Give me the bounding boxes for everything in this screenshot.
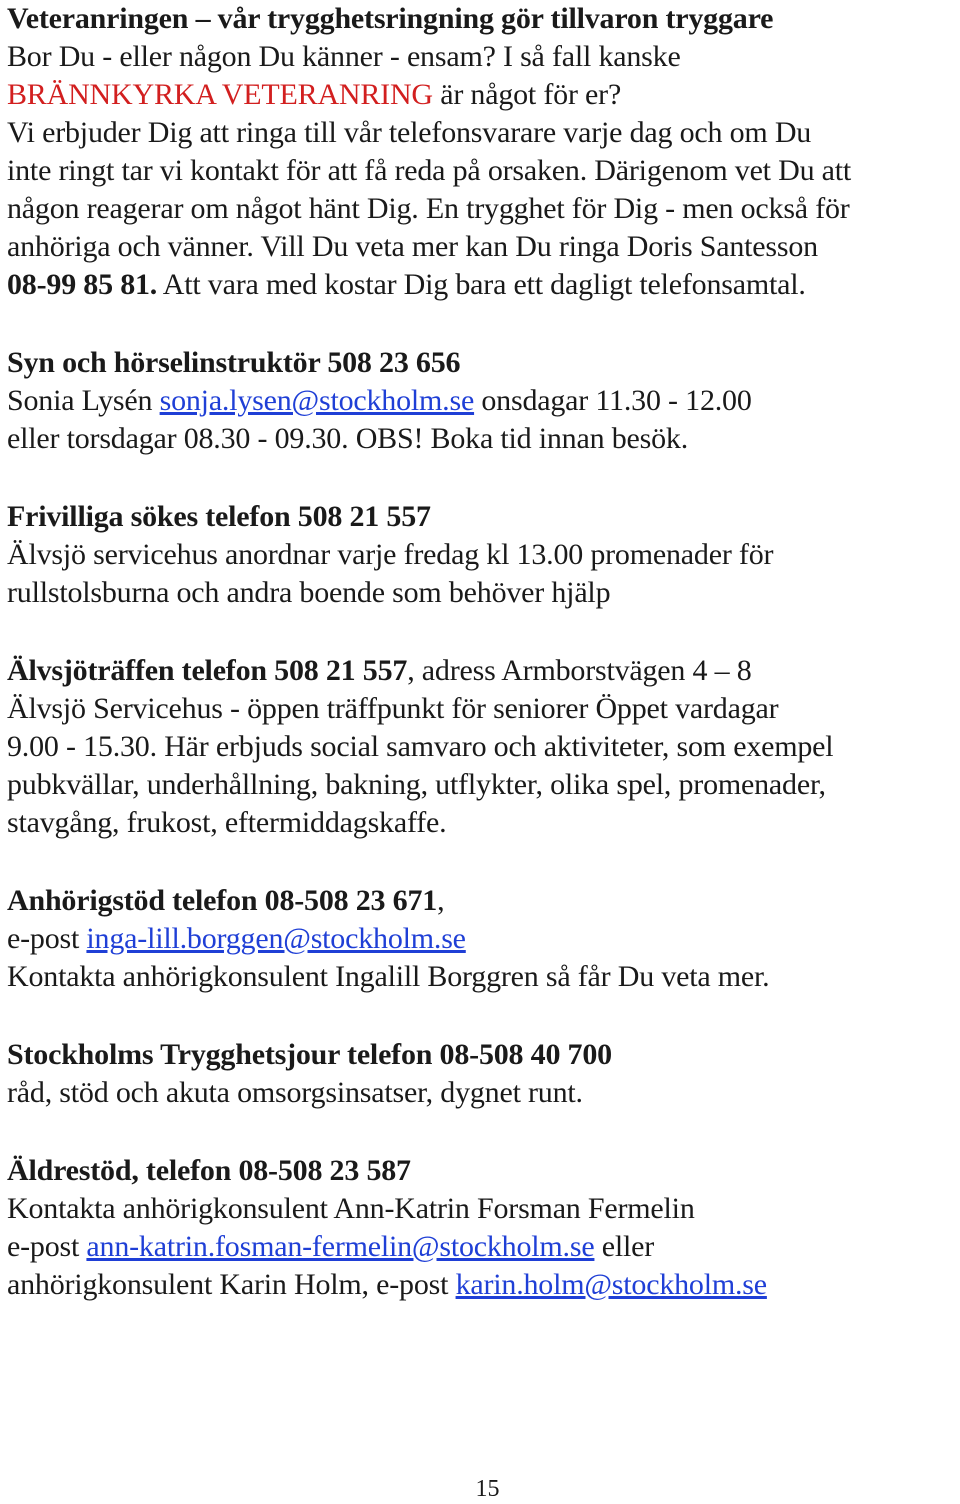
veteranringen-text: anhöriga och vänner. Vill Du veta mer kan Du ringa Doris Santesson [7, 230, 818, 263]
karin-email-link[interactable]: karin.holm@stockholm.se [455, 1268, 767, 1301]
syn-horsel-text-fragment: Sonia Lysén [7, 384, 160, 417]
veteranringen-heading: Veteranringen – vår trygghetsringning gör tillvaron tryggare [7, 2, 774, 35]
aldrestod-text-fragment: eller [594, 1230, 655, 1263]
veteranringen-text-fragment: Att vara med kostar Dig bara ett dagligt telefonsamtal. [157, 268, 806, 301]
aldrestod-text: Kontakta anhörigkonsulent Ann-Katrin Forsman Fermelin [7, 1192, 695, 1225]
alvsjotraffen-address: , adress Armborstvägen 4 – 8 [407, 654, 752, 687]
syn-horsel-text [7, 382, 752, 420]
aldrestod-heading: Äldrestöd, telefon 08-508 23 587 [7, 1154, 411, 1187]
veteranring-highlight: BRÄNNKYRKA VETERANRING [7, 78, 433, 111]
anhorigstod-heading-bold: Anhörigstöd telefon 08-508 23 671 [7, 884, 438, 917]
syn-horsel-text: eller torsdagar 08.30 - 09.30. OBS! Boka tid innan besök. [7, 422, 688, 455]
sonja-email-link[interactable]: sonja.lysen@stockholm.se [159, 384, 475, 417]
trygghetsjour-text: råd, stöd och akuta omsorgsinsatser, dygnet runt. [7, 1076, 583, 1109]
ingalill-email-link[interactable]: inga-lill.borggen@stockholm.se [86, 922, 466, 955]
frivilliga-heading: Frivilliga sökes telefon 508 21 557 [7, 500, 431, 533]
anhorigstod-text: Kontakta anhörigkonsulent Ingalill Borggren så får Du veta mer. [7, 960, 770, 993]
alvsjotraffen-text: pubkvällar, underhållning, bakning, utflykter, olika spel, promenader, [7, 768, 826, 801]
aldrestod-text-fragment: e-post [7, 1230, 87, 1263]
syn-horsel-text-fragment: onsdagar 11.30 - 12.00 [474, 384, 752, 417]
aldrestod-text [7, 1266, 767, 1304]
veteranringen-text: Bor Du - eller någon Du känner - ensam? I så fall kanske [7, 40, 681, 73]
anhorigstod-heading-comma: , [437, 884, 445, 917]
alvsjotraffen-text: stavgång, frukost, eftermiddagskaffe. [7, 806, 447, 839]
veteranringen-text: inte ringt tar vi kontakt för att få reda på orsaken. Därigenom vet Du att [7, 154, 852, 187]
anhorigstod-text [7, 920, 466, 958]
veteranringen-text [7, 266, 806, 304]
anhorigstod-text-fragment: e-post [7, 922, 87, 955]
anhorigstod-heading [7, 882, 444, 920]
trygghetsjour-heading: Stockholms Trygghetsjour telefon 08-508 40 700 [7, 1038, 612, 1071]
doris-phone: 08-99 85 81. [7, 268, 158, 301]
alvsjotraffen-heading-bold: Älvsjöträffen telefon 508 21 557 [7, 654, 408, 687]
veteranringen-text: någon reagerar om något hänt Dig. En trygghet för Dig - men också för [7, 192, 850, 225]
alvsjotraffen-text: 9.00 - 15.30. Här erbjuds social samvaro och aktiviteter, som exempel [7, 730, 834, 763]
alvsjotraffen-text: Älvsjö Servicehus - öppen träffpunkt för seniorer Öppet vardagar [7, 692, 779, 725]
frivilliga-text: Älvsjö servicehus anordnar varje fredag kl 13.00 promenader för [7, 538, 774, 571]
syn-horsel-heading: Syn och hörselinstruktör 508 23 656 [7, 346, 461, 379]
page-number: 15 [475, 1476, 500, 1502]
frivilliga-text: rullstolsburna och andra boende som behöver hjälp [7, 576, 611, 609]
veteranringen-text-fragment: är något för er? [432, 78, 622, 111]
ann-katrin-email-link[interactable]: ann-katrin.fosman-fermelin@stockholm.se [86, 1230, 595, 1263]
aldrestod-text-fragment: anhörigkonsulent Karin Holm, e-post [7, 1268, 456, 1301]
veteranringen-text: Vi erbjuder Dig att ringa till vår telefonsvarare varje dag och om Du [7, 116, 812, 149]
alvsjotraffen-heading [7, 652, 752, 690]
veteranringen-text [7, 76, 621, 114]
aldrestod-text [7, 1228, 654, 1266]
